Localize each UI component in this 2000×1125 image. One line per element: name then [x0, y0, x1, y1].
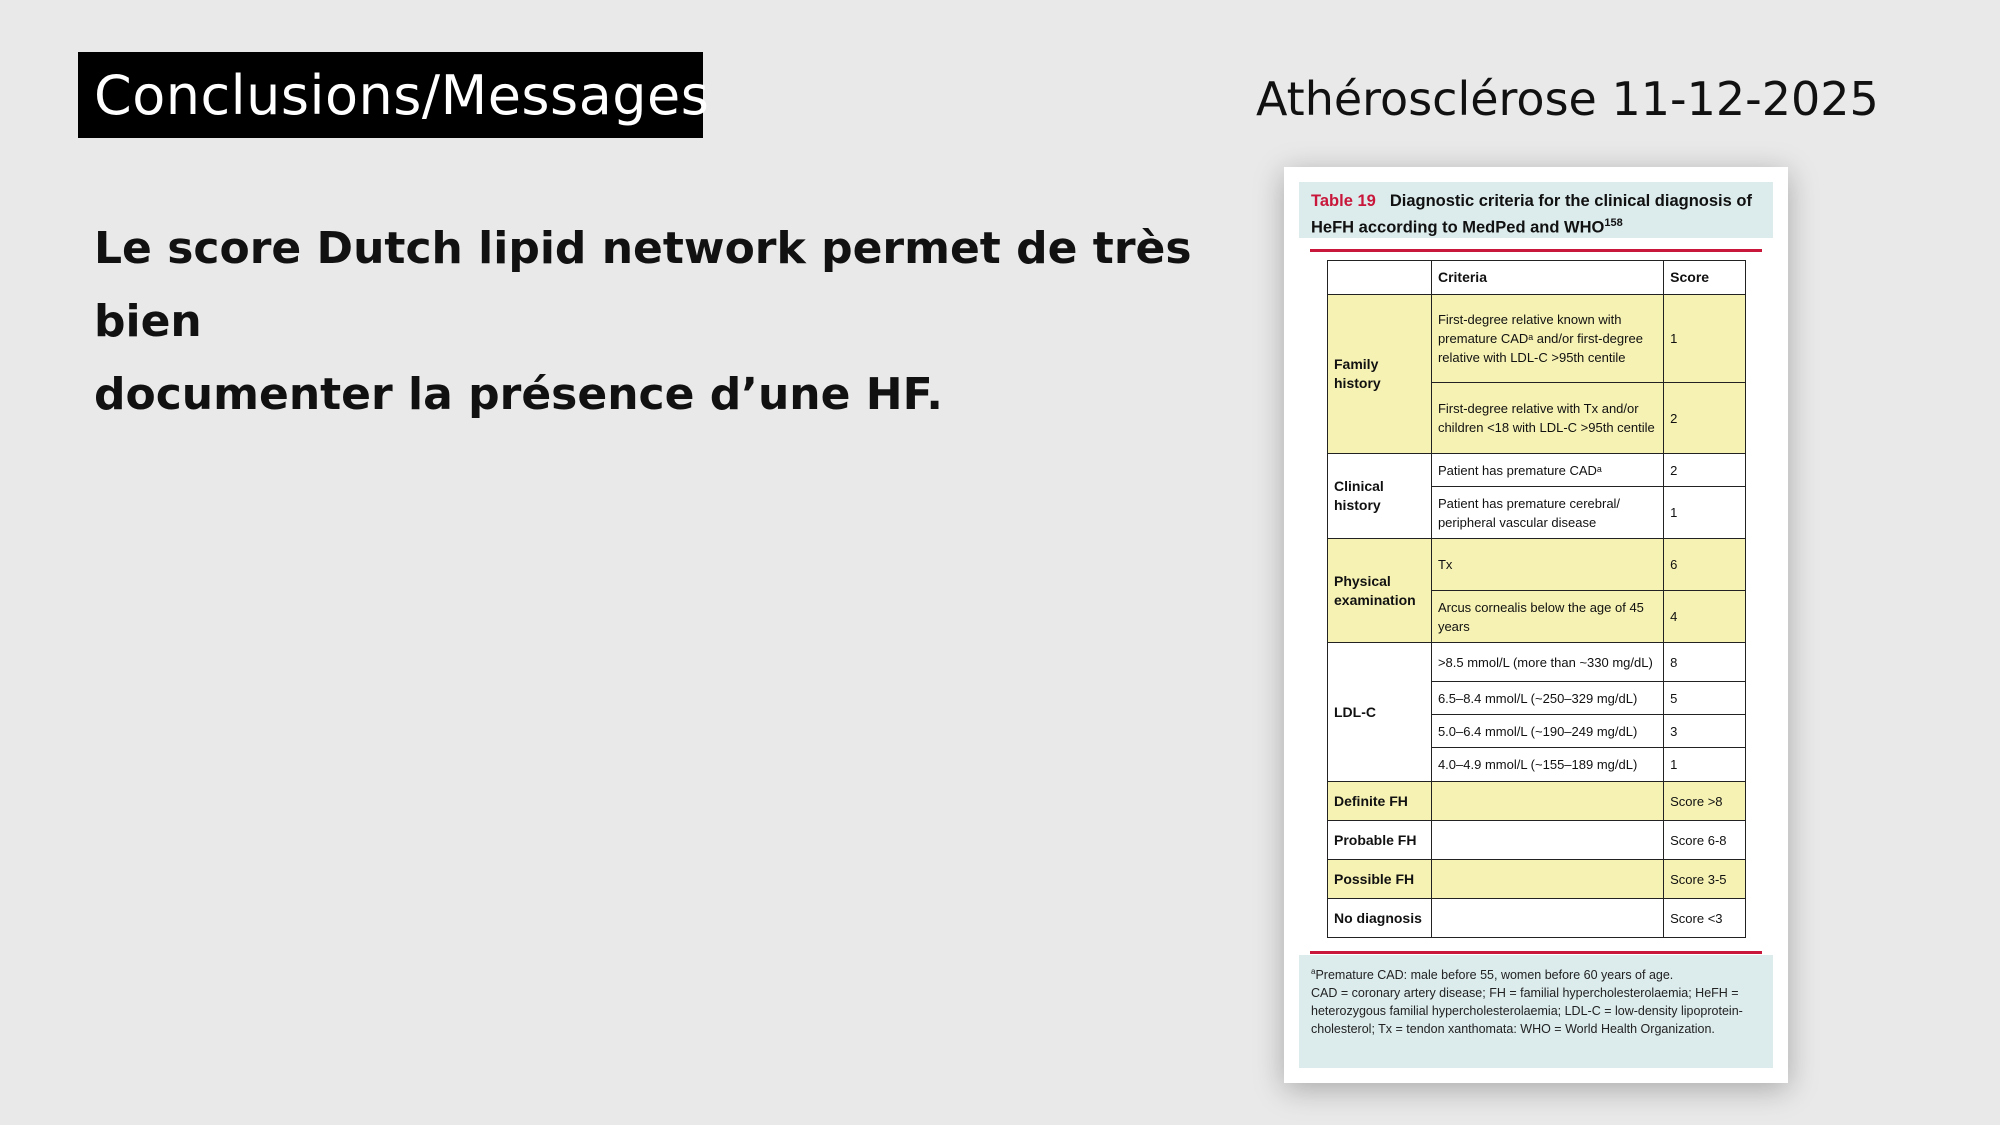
- criteria-cell: 4.0–4.9 mmol/L (~155–189 mg/dL): [1431, 748, 1663, 782]
- diagnosis-empty-cell: [1431, 782, 1663, 821]
- score-cell: 2: [1664, 383, 1746, 454]
- score-cell: 4: [1664, 591, 1746, 643]
- diagnosis-empty-cell: [1431, 821, 1663, 860]
- diagnosis-row: [1328, 899, 1746, 938]
- diagnosis-row: [1328, 821, 1746, 860]
- footnote-a: $^a$Premature CAD: male before 55, women before 60 years of age.: [1311, 967, 1674, 983]
- top-rule: [1310, 249, 1762, 252]
- key-message-line-2: documenter la présence d’une HF.: [94, 369, 943, 420]
- footnote-abbreviations: CAD = coronary artery disease; FH = familial hypercholesterolaemia; HeFH = heterozygous familial hypercholesterolaemia; LDL-C = low-density lipoprotein-cholesterol; Tx = tendon xanthomata: WHO = World Health Organization.: [1311, 986, 1743, 1037]
- score-cell: 1: [1664, 487, 1746, 539]
- table-row: [1328, 454, 1746, 487]
- score-cell: 1: [1664, 748, 1746, 782]
- table-image-card: [1284, 167, 1788, 1083]
- criteria-cell: Tx: [1431, 539, 1663, 591]
- diagnosis-label: Definite FH: [1328, 782, 1432, 821]
- criteria-cell: 6.5–8.4 mmol/L (~250–329 mg/dL): [1431, 682, 1663, 715]
- key-message-line-1: Le score Dutch lipid network permet de très bien: [94, 223, 1192, 347]
- diagnosis-label: Probable FH: [1328, 821, 1432, 860]
- diagnosis-label: No diagnosis: [1328, 899, 1432, 938]
- score-cell: 3: [1664, 715, 1746, 748]
- slide-title: Conclusions/Messages: [94, 63, 710, 127]
- diagnosis-label: Possible FH: [1328, 860, 1432, 899]
- score-cell: 2: [1664, 454, 1746, 487]
- table-caption-text: Diagnostic criteria for the clinical diagnosis of HeFH according to MedPed and WHO: [1311, 192, 1752, 237]
- key-message: [94, 212, 1254, 431]
- slide-title-box: [78, 52, 710, 138]
- criteria-cell: Patient has premature CADᵃ: [1431, 454, 1663, 487]
- table-number: Table 19: [1311, 192, 1376, 210]
- criteria-cell: First-degree relative with Tx and/or children <18 with LDL-C >95th centile: [1431, 383, 1663, 454]
- diagnosis-score: Score 6-8: [1664, 821, 1746, 860]
- criteria-cell: Patient has premature cerebral/ peripheral vascular disease: [1431, 487, 1663, 539]
- header-empty-cell: [1328, 261, 1432, 295]
- date-label: Athérosclérose 11-12-2025: [1256, 72, 1879, 126]
- group-label-family-history: Family history: [1328, 295, 1432, 454]
- score-cell: 5: [1664, 682, 1746, 715]
- diagnosis-empty-cell: [1431, 860, 1663, 899]
- table-header-row: [1328, 261, 1746, 295]
- diagnosis-row: [1328, 860, 1746, 899]
- criteria-cell: Arcus cornealis below the age of 45 years: [1431, 591, 1663, 643]
- criteria-cell: 5.0–6.4 mmol/L (~190–249 mg/dL): [1431, 715, 1663, 748]
- diagnosis-empty-cell: [1431, 899, 1663, 938]
- score-cell: 6: [1664, 539, 1746, 591]
- criteria-cell: First-degree relative known with premature CADᵃ and/or first-degree relative with LDL-C >95th centile: [1431, 295, 1663, 383]
- diagnosis-score: Score <3: [1664, 899, 1746, 938]
- bottom-rule: [1310, 951, 1762, 954]
- table-row: [1328, 539, 1746, 591]
- fh-criteria-table: [1327, 260, 1746, 938]
- header-criteria: Criteria: [1431, 261, 1663, 295]
- diagnosis-score: Score 3-5: [1664, 860, 1746, 899]
- score-cell: 1: [1664, 295, 1746, 383]
- score-cell: 8: [1664, 643, 1746, 682]
- criteria-cell: >8.5 mmol/L (more than ~330 mg/dL): [1431, 643, 1663, 682]
- group-label-clinical-history: Clinical history: [1328, 454, 1432, 539]
- diagnosis-row: [1328, 782, 1746, 821]
- header-score: Score: [1664, 261, 1746, 295]
- table-caption: [1299, 182, 1773, 238]
- table-caption-ref: 158: [1604, 217, 1623, 229]
- group-label-ldl-c: LDL-C: [1328, 643, 1432, 782]
- diagnosis-score: Score >8: [1664, 782, 1746, 821]
- table-row: [1328, 643, 1746, 682]
- group-label-physical-examination: Physical examination: [1328, 539, 1432, 643]
- table-footnotes: [1299, 955, 1773, 1068]
- table-row: [1328, 295, 1746, 383]
